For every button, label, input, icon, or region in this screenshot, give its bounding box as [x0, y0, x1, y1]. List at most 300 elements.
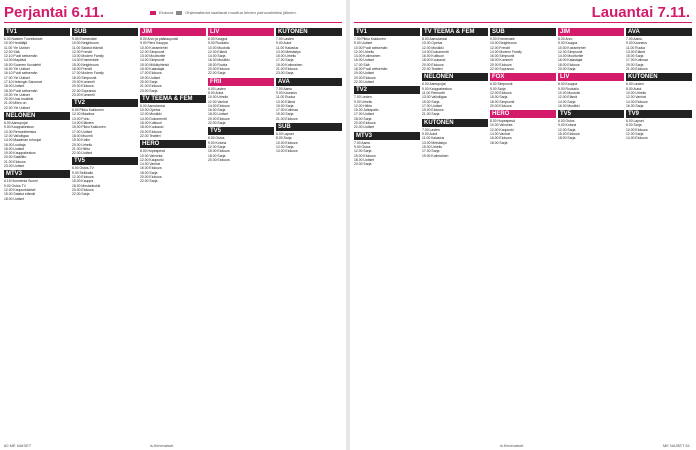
program-listing: 10.30 Remonttireiska	[4, 129, 37, 134]
program-listing: 15.00 Urheilu	[422, 144, 443, 149]
program-listing: 7.00 Aamu	[276, 86, 293, 91]
program-listing: 22.00 Sopranos	[72, 88, 96, 93]
program-listing: 10.00 Muotoilu	[558, 90, 581, 95]
left-page	[0, 0, 346, 450]
program-listing: 19.00 Yle Uutiset	[4, 92, 30, 97]
program-listing: 10.00 Opetus	[422, 41, 443, 46]
program-listing: 21.00 Elokuva	[276, 116, 298, 121]
program-listing: 7.00 Lasten	[276, 37, 294, 41]
program-listing: 12.00 Frendit	[72, 49, 92, 54]
program-listing: 16.00 Kalastajat	[558, 58, 583, 63]
program-listing: 16.00 Luottaja	[4, 142, 26, 147]
program-listing: 17.00 Sarja	[276, 58, 294, 63]
channel-header: AVA	[276, 78, 342, 86]
program-listing: 15.00 Sarja	[626, 54, 644, 59]
channel-header: LIV	[208, 28, 274, 36]
program-listing: 15.00 Elokuva	[558, 132, 580, 137]
program-listing: 10.00 Koiramiehet	[558, 45, 586, 50]
program-listing: 11.00 Ruoka	[276, 95, 295, 100]
program-listing: 12.00 Frendit	[490, 45, 510, 50]
program-listing: 13.00 Moottoritie	[140, 54, 166, 59]
left-page-number: 60	[4, 443, 9, 448]
program-listing: 12.00 Hiihto	[354, 103, 373, 108]
program-listing: 19.00 Kummeli	[72, 79, 95, 84]
channel-header: TV2	[354, 86, 420, 94]
listing-column	[354, 26, 420, 438]
program-listing: 15.00 Suomen Kuvalehti	[4, 62, 41, 67]
channel-header: MTV3	[4, 170, 70, 178]
channel-header: SUB	[490, 28, 556, 36]
channel-header: TV5	[558, 110, 624, 118]
program-listing: 19.00 Kotimainen	[276, 62, 303, 67]
program-listing: 18.30 Puoli seitsemän	[4, 88, 38, 93]
program-listing: 22.00 Sopranos	[490, 67, 514, 72]
program-listing: 15.00 Sarja	[276, 103, 294, 108]
listing-column	[626, 26, 692, 438]
legend-film-label: Elokuva	[159, 10, 174, 15]
program-listing: 14.00 Kotimainen	[354, 54, 381, 59]
program-listing: 18.00 Sarja	[140, 170, 158, 175]
left-top-rule	[4, 22, 342, 23]
program-listing: 9.00 Emmerdale	[490, 37, 515, 41]
program-listing: 13.00 Metsästys	[276, 49, 301, 54]
left-columns	[4, 26, 342, 438]
listing-column	[4, 26, 70, 438]
program-listing: 18.00 Sarja	[208, 153, 226, 158]
program-listing: 8.00 Aamutanssi	[422, 37, 448, 41]
channel-header: TV5	[72, 157, 138, 165]
program-listing: 22.00 Yle Uutiset	[4, 105, 30, 110]
program-listing: 23.00 Sarja	[140, 88, 158, 93]
channel-header: HERO	[140, 140, 206, 148]
program-listing: 6.00 Lasten	[626, 82, 644, 87]
program-listing: 7.00 Aamu	[354, 140, 371, 145]
program-listing: 22.00 Sarja	[140, 179, 158, 184]
program-listing: 12.00 Elämä	[208, 49, 228, 54]
program-listing: 18.00 Puoli seitsemän	[354, 67, 388, 72]
program-listing: 17.00 Uutiset	[72, 129, 92, 134]
program-listing: 9.00 Kotona	[208, 140, 227, 145]
program-listing: 16.00 Kalastajat	[140, 67, 165, 72]
program-listing: 14.00 Eläinten	[72, 121, 94, 126]
program-listing: 6.00 Lapset	[626, 119, 644, 124]
right-top-rule	[354, 22, 692, 23]
program-listing: 18.00 Mestarikokki	[72, 183, 101, 188]
program-listing: 20.00 Elokuva	[490, 103, 512, 108]
program-listing: 20.00 Elokuva	[354, 121, 376, 126]
program-listing: 12.00 Maailma	[72, 112, 95, 117]
program-listing: 21.00 Sarja	[422, 112, 440, 117]
program-listing: 17.00 Kotimaa	[626, 58, 648, 63]
program-listing: 10.00 Puoli seitsemän	[354, 45, 388, 50]
program-listing: 19.00 Elokuva	[422, 108, 444, 113]
program-listing: 16.00 Elokuva	[140, 166, 162, 171]
channel-header: FOX	[490, 73, 556, 81]
program-listing: 12.00 Sarja	[276, 144, 294, 149]
program-listing: 14.00 Vanhat	[490, 132, 510, 137]
program-listing: 8.00 Hopeapesä	[490, 119, 515, 124]
legend-swatch-note	[176, 11, 182, 15]
program-listing: 15.00 Mökkiyhteisö	[140, 62, 170, 67]
program-listing: 17.00 Sarja	[422, 149, 440, 154]
right-page-number: 61	[685, 443, 690, 448]
program-listing: 17.10 Helsingin Sanomat	[4, 79, 42, 84]
program-listing: 13.00 Elämä	[626, 49, 646, 54]
legend-note-label: Ohjelmatiedot saattavat muuttua lehden painovalmiiksi jälkeen.	[185, 10, 297, 15]
program-listing: 16.00 Sarja	[626, 103, 644, 108]
program-listing: 8.00 Kauppa	[558, 82, 578, 87]
program-listing: 8.00 Hopeapesä	[140, 149, 165, 154]
program-listing: 9.00 Ruokailu	[558, 86, 579, 91]
program-listing: 6.00 Pikku Kakkonen	[72, 108, 104, 113]
program-listing: 14.00 Maailman tuhoojat	[4, 138, 42, 143]
program-listing: 17.00 Modern Family	[72, 71, 104, 76]
program-listing: 20.00 Urheilu	[72, 142, 93, 147]
program-listing: 16.00 Elokuva	[490, 136, 512, 141]
program-listing: 23.00 Uutiset	[4, 164, 24, 169]
program-listing: 7.00 Lasten	[422, 127, 440, 132]
channel-header: HERO	[490, 110, 556, 118]
program-listing: 9.00 Pieni Kauppa	[140, 41, 168, 46]
program-listing: 19.00 Uutiset	[140, 75, 160, 80]
program-listing: 19.00 Kotimainen	[422, 153, 449, 158]
channel-header: KUTONEN	[626, 73, 692, 81]
program-listing: 16.10 Puoli seitsemän	[4, 71, 38, 76]
program-listing: 22.00 Sarja	[208, 121, 226, 126]
program-listing: 21.00 Elokuva	[276, 67, 298, 72]
channel-header: TV1	[354, 28, 420, 36]
channel-header: JIM	[140, 28, 206, 36]
program-listing: 12.00 Urheilu	[354, 49, 375, 54]
program-listing: 15.00 Sarja	[422, 99, 440, 104]
program-listing: 9.00 Kotona	[558, 123, 577, 128]
program-listing: 15.00 Elokuva	[208, 149, 230, 154]
program-listing: 20.00 Elokuva	[140, 175, 162, 180]
listing-column	[558, 26, 624, 438]
right-columns	[354, 26, 692, 438]
program-listing: 14.00 Modern Family	[490, 49, 522, 54]
program-listing: 12.00 Vanhat	[626, 95, 646, 100]
channel-header: LIV	[558, 73, 624, 81]
program-listing: 11.00 Remontti	[422, 90, 445, 95]
program-listing: 9.00 Urheilu	[354, 99, 373, 104]
program-listing: 21.00 Hiihto	[72, 146, 91, 151]
program-listing: 22.00 Teatteri	[422, 67, 443, 72]
program-listing: 22.00 Uutiset	[354, 125, 374, 130]
program-listing: 12.00 Simpsonit	[558, 49, 583, 54]
program-listing: 18.00 Sarja	[558, 136, 576, 141]
program-listing: 19.00 Uutiset	[354, 71, 374, 76]
program-listing: 6.00 Ostos	[558, 119, 575, 124]
program-listing: 15.00 Salatut elämät	[4, 192, 36, 197]
program-listing: 11.00 Salatut elämät	[72, 45, 103, 50]
program-listing: 6.00 Ostos-TV	[72, 166, 94, 171]
right-footer-url: is.fi/menaiset	[500, 443, 524, 448]
program-listing: 12.00 Elokuva	[72, 175, 94, 180]
program-listing: 12.00 Elokuva	[490, 90, 512, 95]
channel-header: TV TEEMA & FEM	[140, 95, 206, 103]
program-listing: 6.00 Aamupojat	[4, 121, 28, 126]
program-listing: 9.00 Seikkailu	[72, 170, 94, 175]
program-listing: 8.00 Sarja	[276, 136, 292, 141]
program-listing: 13.00 Valioliigaa	[422, 95, 447, 100]
program-listing: 20.00 Sarja	[140, 79, 158, 84]
program-listing: 22.00 Uutiset	[354, 79, 374, 84]
program-listing: 12.00 Valioliigaa	[4, 133, 29, 138]
program-listing: 12.00 Sarja	[558, 127, 576, 132]
program-listing: 20.00 Elokuva	[72, 84, 94, 89]
program-listing: 8.00 Sarja	[626, 123, 642, 128]
program-listing: 8.00 Arvo ja pääkaupunki	[140, 37, 179, 41]
program-listing: 6.00 Ostos	[208, 136, 225, 141]
program-listing: 18.00 Elokuva	[558, 62, 580, 67]
program-listing: 15.00 Elokuva	[354, 153, 376, 158]
program-listing: 6.00 Simpsonit	[490, 82, 513, 87]
program-listing: 21.00 Elokuva	[140, 84, 162, 89]
program-listing: 8.00 Arvo	[558, 37, 573, 41]
program-listing: 20.00 Elokuva	[140, 129, 162, 134]
channel-header: TV2	[72, 99, 138, 107]
left-magazine-name: ME NAISET	[9, 443, 32, 448]
program-listing: 18.00 Sarja	[490, 140, 508, 145]
channel-header: NELONEN	[4, 112, 70, 120]
program-listing: 10.00 Muotoilu	[208, 45, 231, 50]
program-listing: 14.00 Sarja	[558, 99, 576, 104]
program-listing: 12.00 Kaupunki	[490, 127, 514, 132]
program-listing: 10.00 Neighbours	[490, 41, 517, 46]
listing-column	[490, 26, 556, 438]
program-listing: 11.00 Yle Uutiset	[4, 45, 30, 50]
program-listing: 21.00 Elokuva	[4, 159, 26, 164]
program-listing: 10.00 Opetus	[140, 108, 161, 113]
program-listing: 20.00 Elokuva	[490, 62, 512, 67]
program-listing: 16.00 Kulttuuri	[140, 121, 162, 126]
program-listing: 12.00 Musiikki	[140, 112, 162, 117]
program-listing: 20.00 Sarja	[558, 67, 576, 72]
channel-header: JIM	[558, 28, 624, 36]
program-listing: 18.00 Ruoka	[208, 62, 228, 67]
program-listing: 17.00 Yle Uutiset	[4, 75, 30, 80]
program-listing: 9.00 Emmerdale	[72, 37, 97, 41]
program-listing: 11.00 Ruoka	[626, 45, 645, 50]
program-listing: 9.00 Uutiset	[354, 41, 373, 46]
program-listing: 12.00 Musiikki	[422, 45, 444, 50]
program-listing: 9.00 Ostos-TV	[4, 183, 26, 188]
program-listing: 12.00 Vanhat	[208, 99, 228, 104]
program-listing: 6.00 Naisten Tuoreitukset	[4, 37, 43, 41]
program-listing: 14.00 Elokuva	[626, 136, 648, 141]
program-listing: 17.00 Uutiset	[354, 112, 374, 117]
channel-header: TV5	[208, 127, 274, 135]
program-listing: 20.00 Elokuva	[354, 75, 376, 80]
program-listing: 16.00 Kulttuuri	[422, 54, 444, 59]
program-listing: 21.00 Miten on	[4, 101, 27, 106]
program-listing: 9.00 Ruokailu	[208, 41, 229, 46]
channel-header: KUTONEN	[422, 119, 488, 127]
program-listing: 13.00 Metsästys	[422, 140, 447, 145]
program-listing: 20.00 Salaliitto	[4, 155, 27, 160]
program-listing: 15.00 Urheilu	[276, 54, 297, 59]
channel-header: AVA	[626, 28, 692, 36]
channel-header: TV1	[4, 28, 70, 36]
channel-header: TV9	[626, 110, 692, 118]
program-listing: 14.00 Elokuva	[626, 99, 648, 104]
program-listing: 10.00 Herättäjä	[4, 41, 28, 46]
program-listing: 12.00 Kaupunkilaiset	[4, 187, 36, 192]
program-listing: 14.00 Dokumentti	[422, 49, 449, 54]
program-listing: 9.00 Kauppa	[558, 41, 578, 46]
program-listing: 20.00 Sarja	[354, 162, 372, 167]
program-listing: 10.00 Valvonta	[490, 123, 513, 128]
program-listing: 14.00 Elokuva	[208, 103, 230, 108]
program-listing: 22.00 Uutiset	[72, 151, 92, 156]
program-listing: 13.00 Puhu	[72, 116, 90, 121]
program-listing: 16.00 Yle Uutiset	[4, 67, 30, 72]
program-listing: 9.00 Kauneus	[626, 41, 647, 46]
right-footer-page	[663, 443, 690, 448]
listing-column	[72, 26, 138, 438]
program-listing: 18.00 Simpsonit	[490, 99, 515, 104]
program-listing: 9.00 Ostos	[354, 144, 371, 149]
program-listing: 8.00 Autot	[626, 86, 642, 91]
program-listing: 18.00 Uutiset	[4, 146, 24, 151]
program-listing: 16.00 Musiikki	[558, 103, 580, 108]
program-listing: 18.00 Uutiset	[4, 196, 24, 201]
program-listing: 20.00 Uusi musiikki	[4, 97, 34, 102]
program-listing: 18.00 Kuukausi	[422, 58, 446, 63]
program-listing: 7.00 Lasten	[354, 95, 372, 100]
program-listing: 18.00 Sarja	[354, 116, 372, 121]
program-listing: 17.00 Kotimaa	[276, 108, 298, 113]
right-magazine-name: ME NAISET	[662, 443, 685, 448]
right-day-title: Lauantai 7.11.	[591, 4, 690, 21]
program-listing: 20.00 Elokuva	[208, 116, 230, 121]
program-listing: 7.00 Aamu	[626, 37, 643, 41]
program-listing: 13.00 Elämä	[276, 99, 296, 104]
program-listing: 14.00 Elokuva	[276, 149, 298, 154]
channel-header: MTV3	[354, 132, 420, 140]
program-listing: 14.00 Iltapäivä	[4, 58, 27, 63]
program-listing: 6.15 Huomenta Suomi	[4, 179, 38, 184]
listing-column	[140, 26, 206, 438]
program-listing: 10.00 Urheilu	[208, 95, 229, 100]
program-listing: 12.00 Simpsonit	[140, 49, 165, 54]
program-listing: 18.00 Uutiset	[4, 84, 24, 89]
program-listing: 16.00 Simpsonit	[490, 54, 515, 59]
program-listing: 12.00 Sarja	[208, 144, 226, 149]
channel-header: NELONEN	[422, 73, 488, 81]
program-listing: 20.00 Elokuva	[208, 67, 230, 72]
program-listing: 22.00 Teatteri	[140, 133, 161, 138]
channel-header: SUB	[72, 28, 138, 36]
program-listing: 17.00 Uutiset	[422, 103, 442, 108]
program-listing: 12.00 Kaupunki	[140, 157, 164, 162]
program-listing: 19.00 Sarja	[276, 112, 294, 117]
program-listing: 14.00 Simpsonit	[140, 58, 165, 63]
program-listing: 10.00 Neighbours	[72, 41, 99, 46]
program-listing: 6.00 Aamupojat	[422, 82, 446, 87]
program-listing: 13.00 Modern Family	[72, 54, 104, 59]
program-listing: 16.00 Frendit	[72, 67, 92, 72]
program-listing: 15.00 Neighbours	[72, 62, 99, 67]
program-listing: 10.00 Elokuva	[626, 127, 648, 132]
listing-column	[422, 26, 488, 438]
program-listing: 9.00 Kauneus	[276, 90, 297, 95]
listing-column	[208, 26, 274, 438]
program-listing: 12.10 Puoli seitsemän	[4, 54, 38, 59]
program-listing: 19.00 Sarja	[626, 62, 644, 67]
program-listing: 15.00 Kauppa	[72, 179, 94, 184]
program-listing: 22.00 Sarja	[208, 71, 226, 76]
program-listing: 8.00 Autot	[208, 90, 224, 95]
program-listing: 12.00 Sää	[4, 49, 20, 54]
program-listing: 15.00 Sarja	[490, 95, 508, 100]
program-listing: 6.00 Lapset	[276, 132, 294, 137]
program-listing: 18.00 Kuukausi	[140, 125, 164, 130]
program-listing: 20.00 Elokuva	[208, 157, 230, 162]
program-listing: 6.00 Lasten	[208, 86, 226, 91]
program-listing: 21.00 Elokuva	[626, 67, 648, 72]
program-listing: 18.00 Muumit	[72, 133, 93, 138]
program-listing: 16.00 Uutiset	[354, 58, 374, 63]
program-listing: 11.00 Kalastus	[276, 45, 299, 50]
program-listing: 9.00 Autot	[422, 132, 438, 137]
program-listing: 14.00 Dokumentti	[140, 116, 167, 121]
program-listing: 20.00 Elokuva	[72, 187, 94, 192]
program-listing: 12.00 Sarja	[626, 132, 644, 137]
program-listing: 11.00 Kalastus	[422, 136, 445, 141]
channel-header: KUTONEN	[276, 28, 342, 36]
program-listing: 10.00 Valvonta	[140, 153, 163, 158]
left-footer-page	[4, 443, 31, 448]
program-listing: 7.00 Pikku Kakkonen	[354, 37, 386, 41]
left-legend	[150, 10, 297, 15]
program-listing: 10.00 Urheilu	[626, 90, 647, 95]
program-listing: 14.00 Sarja	[208, 54, 226, 59]
program-listing: 19.00 Kauppakeskus	[4, 151, 36, 156]
program-listing: 9.00 Kauppakeskus	[4, 125, 34, 130]
program-listing: 18.00 Kummeli	[490, 58, 513, 63]
listing-column	[276, 26, 342, 438]
program-listing: 9.00 Kauppakeskus	[422, 86, 452, 91]
program-listing: 18.00 Simpsonit	[72, 75, 97, 80]
program-listing: 10.00 Koiramiehet	[140, 45, 168, 50]
program-listing: 17.00 Sää	[354, 62, 370, 67]
left-footer-url: is.fi/menaiset	[150, 443, 174, 448]
legend-swatch-film	[150, 11, 156, 15]
program-listing: 9.00 Autot	[276, 41, 292, 46]
left-day-title: Perjantai 6.11.	[4, 4, 105, 21]
program-listing: 19.00 Kotiin	[72, 138, 90, 143]
program-listing: 8.00 Aamutanssi	[140, 103, 166, 108]
program-listing: 8.00 Kauppa	[208, 37, 228, 41]
program-listing: 12.00 Sarja	[354, 149, 372, 154]
program-listing: 10.00 Elokuva	[276, 140, 298, 145]
program-listing: 16.00 Musiikki	[208, 58, 230, 63]
program-listing: 15.00 Pikku Kakkonen	[72, 125, 106, 130]
program-listing: 23.00 Kummeli	[72, 92, 95, 97]
program-listing: 18.00 Uutiset	[208, 112, 228, 117]
program-listing: 9.00 Sarja	[490, 86, 506, 91]
program-listing: 18.00 Uutiset	[354, 157, 374, 162]
program-listing: 14.00 Moottoritie	[558, 54, 584, 59]
program-listing: 14.00 Emmerdale	[72, 58, 99, 63]
channel-header: TV TEEMA & FEM	[422, 28, 488, 36]
program-listing: 12.00 Elämä	[558, 95, 578, 100]
program-listing: 14.00 Vanhat	[140, 162, 160, 167]
program-listing: 16.00 Sarja	[208, 108, 226, 113]
channel-header: SUB	[276, 123, 342, 131]
